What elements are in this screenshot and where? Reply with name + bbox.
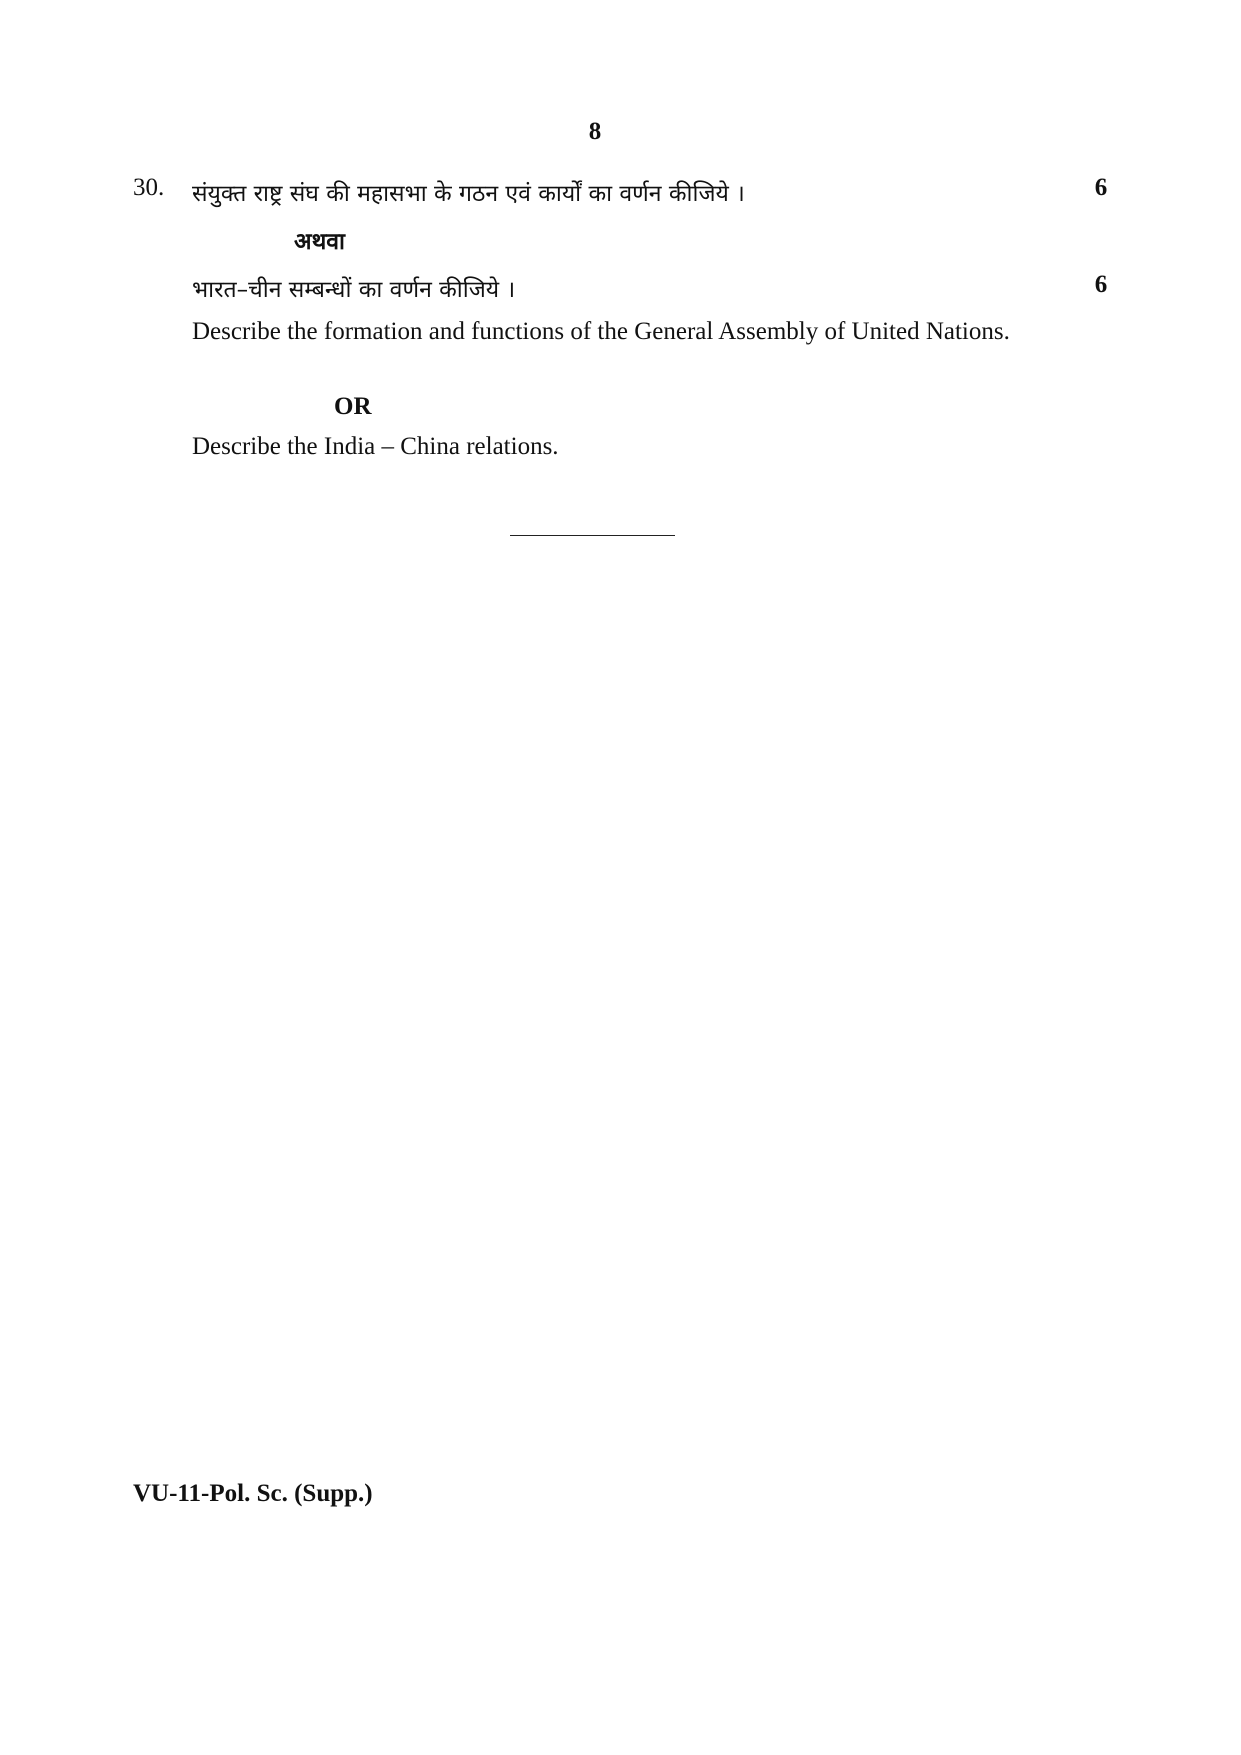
marks-primary: 6: [1094, 174, 1108, 201]
question-english-alternate: Describe the India – China relations.: [192, 433, 559, 460]
hindi-or-label: अथवा: [294, 229, 346, 255]
english-or-label: OR: [334, 393, 372, 420]
question-hindi-alternate: भारत–चीन सम्बन्धों का वर्णन कीजिये ।: [192, 277, 516, 303]
footer-paper-code: VU-11-Pol. Sc. (Supp.): [133, 1480, 373, 1507]
end-divider: [510, 535, 675, 536]
question-number: 30.: [133, 174, 165, 201]
page-number: 8: [588, 118, 602, 145]
marks-alternate: 6: [1094, 271, 1108, 298]
question-hindi-primary: संयुक्त राष्ट्र संघ की महासभा के गठन एवं कार्यों का वर्णन कीजिये ।: [192, 181, 745, 207]
question-english-primary: Describe the formation and functions of the General Assembly of United Nations.: [192, 318, 1010, 345]
